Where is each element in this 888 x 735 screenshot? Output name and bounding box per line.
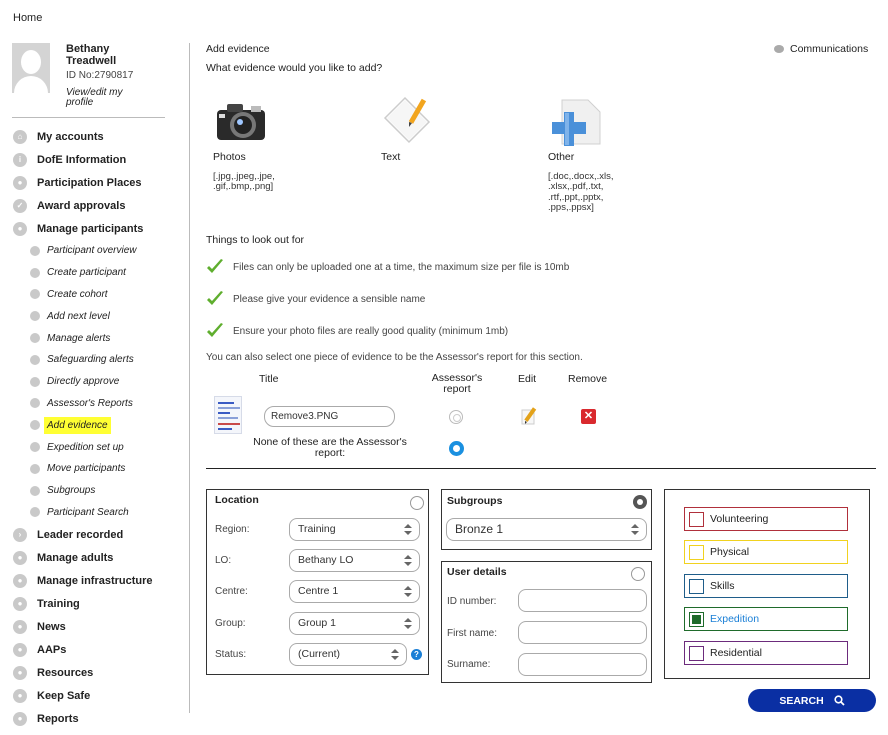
sidebar-item-news[interactable] [13, 615, 183, 638]
section-expedition[interactable] [684, 607, 848, 631]
checkmark-icon [206, 258, 224, 276]
checkbox[interactable] [689, 512, 704, 527]
bullet-icon [30, 377, 40, 387]
select-arrows-icon [391, 649, 399, 661]
select-arrows-icon [404, 555, 412, 567]
search-label: SEARCH [779, 694, 824, 707]
sidebar-item-leader-recorded[interactable] [13, 523, 183, 546]
bullet-icon [30, 398, 40, 408]
training-icon: ● [13, 597, 27, 611]
sidebar-item-reports[interactable] [13, 707, 183, 730]
remove-icon[interactable]: ✕ [581, 409, 596, 424]
evidence-type-other[interactable] [548, 96, 608, 166]
first-name-label: First name: [447, 628, 498, 639]
bullet-icon [30, 333, 40, 343]
column-header-title: Title [259, 373, 279, 385]
aaps-icon: ● [13, 643, 27, 657]
lo-select[interactable] [289, 549, 420, 572]
section-physical[interactable] [684, 540, 848, 564]
none-assessor-label: None of these are the Assessor's report: [253, 436, 407, 459]
sidebar-item-label: Award approvals [37, 199, 126, 212]
sidebar-item-manage-adults[interactable] [13, 546, 183, 569]
profile-card [12, 43, 165, 118]
avatar [12, 43, 50, 93]
profile-id: ID No:2790817 [66, 70, 134, 81]
resources-icon: ● [13, 666, 27, 680]
checkbox[interactable] [689, 579, 704, 594]
section-label: Residential [710, 647, 762, 659]
status-label: Status: [215, 649, 247, 660]
select-arrows-icon [404, 524, 412, 536]
subgroups-radio[interactable] [633, 495, 647, 509]
none-assessor-radio[interactable] [449, 441, 464, 456]
tip-text: Ensure your photo files are really good quality (minimum 1mb) [233, 325, 509, 337]
bullet-icon [30, 420, 40, 430]
bullet-icon [30, 486, 40, 496]
subgroups-title: Subgroups [447, 495, 503, 507]
bullet-icon [30, 442, 40, 452]
other-label: Other [548, 151, 575, 163]
shield-check-icon: ✓ [13, 199, 27, 213]
region-label: Region: [215, 524, 250, 535]
bullet-icon [30, 507, 40, 517]
subnav-assessors-reports[interactable]: Assessor's Reports [30, 393, 183, 415]
sidebar-divider [189, 43, 190, 713]
section-label: Physical [710, 546, 750, 558]
subnav-participant-search[interactable]: Participant Search [30, 502, 183, 524]
subnav-subgroups[interactable]: Subgroups [30, 480, 183, 502]
sidebar-nav [13, 125, 183, 730]
communications-link[interactable] [774, 43, 868, 55]
home-icon: ⌂ [13, 130, 27, 144]
sidebar-item-label: AAPs [37, 643, 67, 656]
subgroup-select[interactable] [446, 518, 647, 541]
subnav-create-participant[interactable]: Create participant [30, 262, 183, 284]
centre-select[interactable] [289, 580, 420, 603]
users-icon: ● [13, 222, 27, 236]
sidebar-item-label: Manage adults [37, 551, 114, 564]
region-select[interactable] [289, 518, 420, 541]
tip-text: Please give your evidence a sensible name [233, 293, 426, 305]
checkbox[interactable] [689, 646, 704, 661]
lo-value: Bethany LO [298, 554, 354, 566]
arrow-icon: › [13, 528, 27, 542]
lock-icon: ● [13, 689, 27, 703]
section-label: Skills [710, 580, 735, 592]
section-label: Expedition [710, 613, 760, 625]
help-icon[interactable]: ? [411, 649, 422, 660]
id-number-input[interactable] [518, 589, 647, 612]
centre-value: Centre 1 [298, 585, 339, 597]
lo-label: LO: [215, 555, 232, 566]
column-header-remove: Remove [568, 373, 608, 385]
bullet-icon [30, 464, 40, 474]
bullet-icon [30, 289, 40, 299]
sidebar-item-participation-places[interactable] [13, 171, 183, 194]
tip-text: Files can only be uploaded one at a time, the maximum size per file is 10mb [233, 261, 570, 273]
photos-label: Photos [213, 151, 246, 163]
region-value: Training [298, 523, 336, 535]
edit-profile-link[interactable]: View/edit my profile [66, 87, 123, 108]
profile-name: Bethany Treadwell [66, 43, 117, 67]
subnav-manage-alerts[interactable]: Manage alerts [30, 327, 183, 349]
location-panel [206, 489, 429, 675]
news-icon: ● [13, 620, 27, 634]
sidebar-item-label: Manage infrastructure [37, 574, 153, 587]
status-select[interactable] [289, 643, 407, 666]
manage-participants-submenu [13, 240, 183, 523]
tip-row [206, 322, 508, 340]
tip-row [206, 258, 569, 276]
sidebar-item-my-accounts[interactable] [13, 125, 183, 148]
sidebar-item-label: My accounts [37, 130, 104, 143]
subgroup-value: Bronze 1 [455, 522, 504, 536]
tip-row [206, 290, 425, 308]
communications-label: Communications [790, 43, 869, 55]
checkmark-icon [206, 290, 224, 308]
sidebar-item-label: DofE Information [37, 153, 127, 166]
search-icon [834, 695, 845, 706]
sidebar-item-label: Reports [37, 712, 79, 725]
evidence-title-input[interactable]: Remove3.PNG [264, 406, 395, 427]
bullet-icon [30, 355, 40, 365]
sidebar-item-manage-infrastructure[interactable] [13, 569, 183, 592]
location-radio[interactable] [410, 496, 424, 510]
page-question: What evidence would you like to add? [206, 62, 383, 74]
subnav-directly-approve[interactable]: Directly approve [30, 371, 183, 393]
column-header-assessor: Assessor's report [431, 372, 483, 395]
assessor-report-radio[interactable] [449, 410, 463, 424]
other-extensions: [.doc,.docx,.xls, .xlsx,.pdf,.txt, .rtf,.ppt,.pptx, .pps,.ppsx] [548, 171, 614, 213]
sidebar-item-label: Resources [37, 666, 94, 679]
sidebar-item-label: Leader recorded [37, 528, 124, 541]
breadcrumb-home[interactable]: Home [13, 12, 43, 24]
subnav-add-next-level[interactable]: Add next level [30, 305, 183, 327]
subgroups-panel [441, 489, 652, 550]
sidebar-item-label: Training [37, 597, 80, 610]
group-value: Group 1 [298, 617, 336, 629]
section-skills[interactable] [684, 574, 848, 598]
subnav-safeguarding-alerts[interactable]: Safeguarding alerts [30, 349, 183, 371]
sidebar-item-label: Manage participants [37, 222, 144, 235]
subnav-add-evidence[interactable]: Add evidence [30, 414, 183, 436]
search-button[interactable] [748, 689, 876, 712]
chat-bubble-icon [774, 45, 784, 53]
evidence-type-photos[interactable] [213, 96, 273, 166]
sidebar-item-manage-participants[interactable] [13, 217, 183, 240]
subnav-move-participants[interactable]: Move participants [30, 458, 183, 480]
id-number-label: ID number: [447, 596, 497, 607]
evidence-type-text[interactable] [381, 96, 441, 166]
camera-icon [213, 96, 269, 146]
edit-pencil-icon[interactable] [520, 407, 538, 425]
info-icon: i [13, 153, 27, 167]
sidebar-item-label: Participation Places [37, 176, 142, 189]
assessor-note: You can also select one piece of evidence to be the Assessor's report for this section. [206, 352, 583, 363]
user-details-radio[interactable] [631, 567, 645, 581]
paper-pencil-icon [381, 96, 433, 146]
network-icon: ● [13, 574, 27, 588]
first-name-input[interactable] [518, 621, 647, 644]
section-volunteering[interactable] [684, 507, 848, 531]
surname-input[interactable] [518, 653, 647, 676]
subnav-participant-overview[interactable]: Participant overview [30, 240, 183, 262]
sidebar-item-resources[interactable] [13, 661, 183, 684]
bullet-icon [30, 268, 40, 278]
group-select[interactable] [289, 612, 420, 635]
user-details-panel [441, 561, 652, 683]
select-arrows-icon [404, 618, 412, 630]
location-title: Location [215, 494, 259, 506]
sidebar-item-label: Keep Safe [37, 689, 91, 702]
text-label: Text [381, 151, 401, 163]
person-icon: ● [13, 176, 27, 190]
reports-icon: ● [13, 712, 27, 726]
sidebar-item-aaps[interactable] [13, 638, 183, 661]
sidebar-item-keep-safe[interactable] [13, 684, 183, 707]
centre-label: Centre: [215, 586, 248, 597]
group-label: Group: [215, 618, 246, 629]
photos-extensions: [.jpg,.jpeg,.jpe, .gif,.bmp,.png] [213, 171, 275, 193]
sidebar-item-label: News [37, 620, 66, 633]
user-details-title: User details [447, 566, 507, 578]
evidence-thumbnail[interactable] [214, 396, 242, 434]
section-divider [206, 468, 876, 469]
sidebar-item-dofe-information[interactable] [13, 148, 183, 171]
status-value: (Current) [298, 648, 341, 660]
sidebar-item-training[interactable] [13, 592, 183, 615]
select-arrows-icon [631, 524, 639, 536]
section-residential[interactable] [684, 641, 848, 665]
adult-icon: ● [13, 551, 27, 565]
plus-document-icon [548, 96, 604, 150]
section-label: Volunteering [710, 513, 769, 525]
sidebar-item-award-approvals[interactable] [13, 194, 183, 217]
select-arrows-icon [404, 586, 412, 598]
bullet-icon [30, 246, 40, 256]
checkmark-icon [206, 322, 224, 340]
column-header-edit: Edit [518, 373, 537, 385]
tips-heading: Things to look out for [206, 234, 305, 246]
checkbox[interactable] [689, 545, 704, 560]
checkbox[interactable] [689, 612, 704, 627]
subnav-expedition-set-up[interactable]: Expedition set up [30, 436, 183, 458]
surname-label: Surname: [447, 659, 491, 670]
bullet-icon [30, 311, 40, 321]
page-title: Add evidence [206, 43, 270, 55]
subnav-create-cohort[interactable]: Create cohort [30, 284, 183, 306]
